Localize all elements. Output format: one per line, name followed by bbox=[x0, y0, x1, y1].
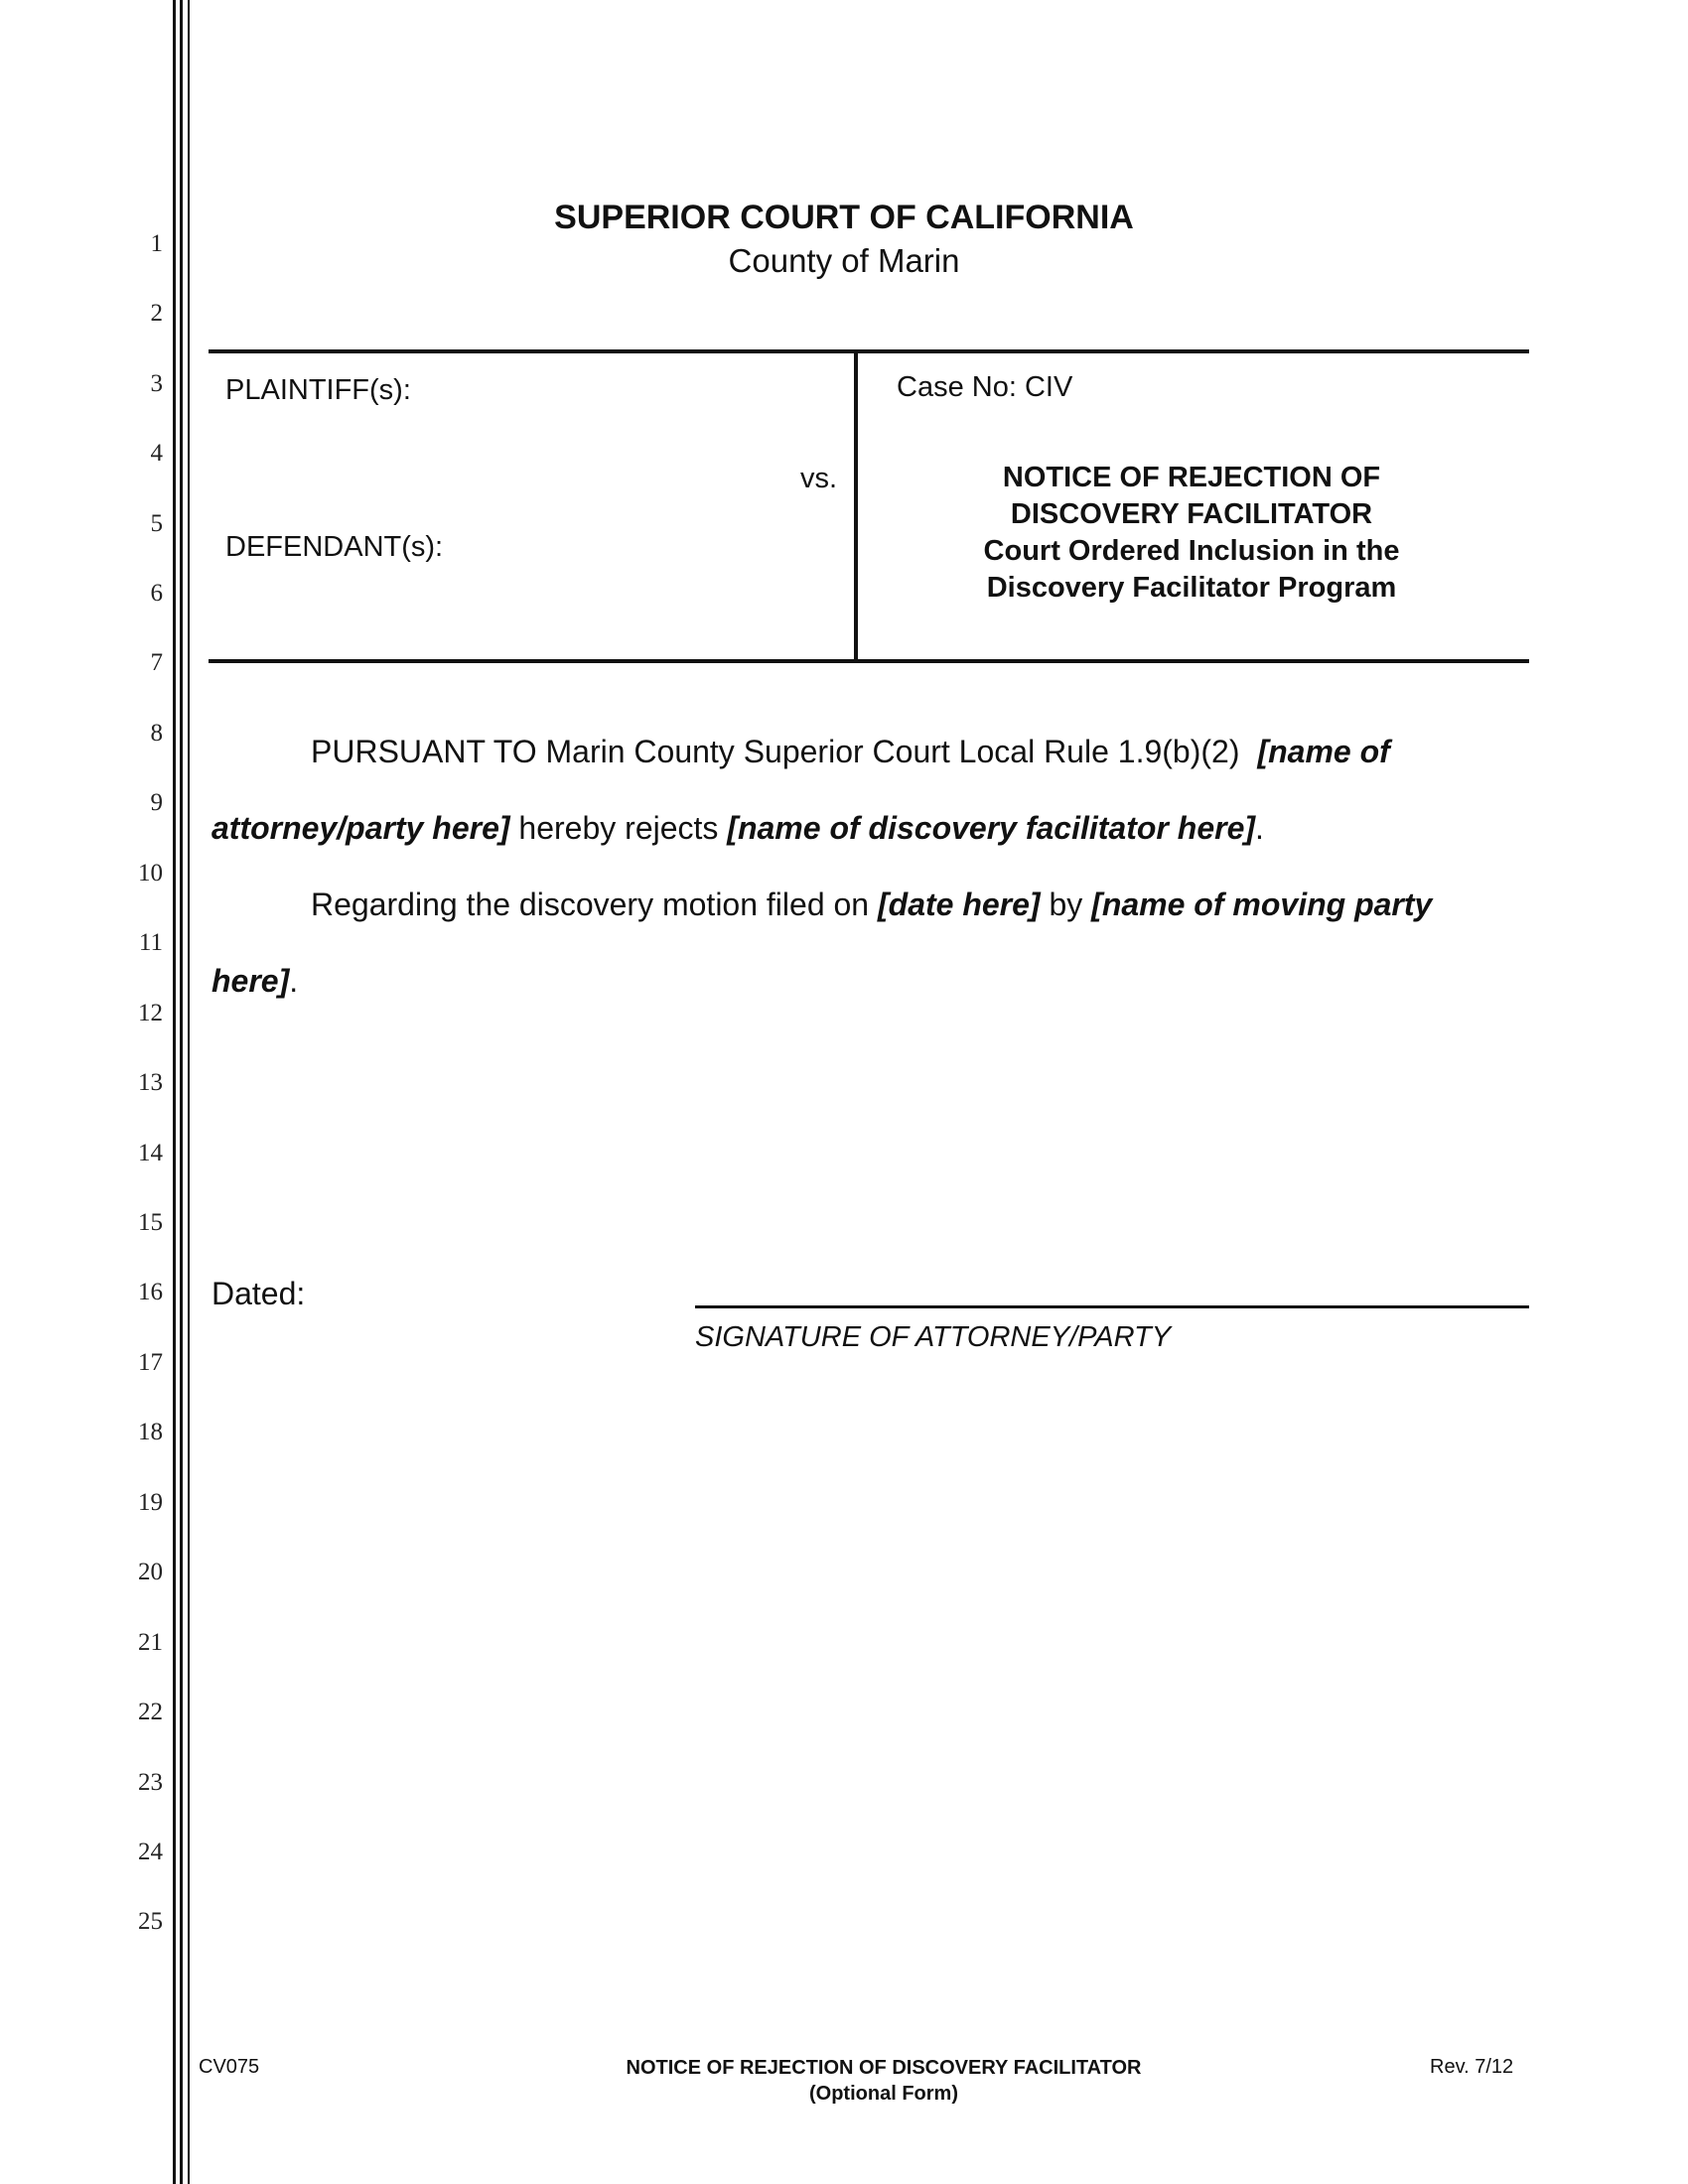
line-number: 18 bbox=[138, 1419, 163, 1445]
line-number: 2 bbox=[150, 300, 163, 327]
by-text: by bbox=[1040, 887, 1092, 922]
footer-title: NOTICE OF REJECTION OF DISCOVERY FACILITATOR bbox=[626, 2057, 1142, 2079]
plaintiff-label: PLAINTIFF(s): bbox=[225, 374, 411, 406]
line-number: 14 bbox=[138, 1140, 163, 1166]
line-number: 22 bbox=[138, 1699, 163, 1725]
line-number: 13 bbox=[138, 1069, 163, 1096]
discovery-motion-text: Regarding the discovery motion filed on bbox=[311, 887, 878, 922]
margin-rule-inner-left bbox=[180, 0, 183, 2184]
caption-bottom-rule bbox=[209, 659, 1529, 663]
line-number: 20 bbox=[138, 1559, 163, 1585]
attorney-party-field: [name of bbox=[1257, 734, 1390, 769]
defendant-label: DEFENDANT(s): bbox=[225, 531, 444, 563]
notice-subtitle-line-1: Court Ordered Inclusion in the bbox=[983, 535, 1400, 567]
footer-subtitle: (Optional Form) bbox=[809, 2083, 958, 2105]
footer-title-block bbox=[526, 2055, 1241, 2107]
line-number: 6 bbox=[150, 580, 163, 607]
line-number: 15 bbox=[138, 1209, 163, 1236]
line-number: 17 bbox=[138, 1349, 163, 1376]
date-field: [date here] bbox=[877, 887, 1041, 922]
county-name: County of Marin bbox=[728, 242, 960, 279]
period: . bbox=[1255, 810, 1264, 846]
paragraph-1-line-1 bbox=[311, 734, 1390, 770]
line-number: 3 bbox=[150, 370, 163, 397]
notice-title-line-2: DISCOVERY FACILITATOR bbox=[1010, 498, 1373, 530]
period: . bbox=[289, 963, 299, 999]
attorney-party-field-continued: attorney/party here] bbox=[211, 810, 510, 846]
caption-divider bbox=[854, 349, 858, 661]
line-number: 11 bbox=[138, 929, 163, 956]
rejects-text: hereby rejects bbox=[509, 810, 728, 846]
line-number: 1 bbox=[150, 230, 163, 257]
line-number: 8 bbox=[150, 720, 163, 747]
revision-date: Rev. 7/12 bbox=[1430, 2056, 1514, 2078]
case-number-label: Case No: CIV bbox=[897, 371, 1073, 403]
caption-top-rule bbox=[209, 349, 1529, 353]
margin-rule-right bbox=[188, 0, 190, 2184]
rule-citation-text: PURSUANT TO Marin County Superior Court Local Rule 1.9(b)(2) bbox=[311, 734, 1240, 769]
paragraph-2-line-1 bbox=[311, 887, 1432, 923]
notice-title-line-1: NOTICE OF REJECTION OF bbox=[1002, 462, 1381, 493]
paragraph-2-line-2 bbox=[211, 963, 298, 1000]
line-number: 7 bbox=[150, 649, 163, 676]
line-number: 23 bbox=[138, 1769, 163, 1796]
line-number: 10 bbox=[138, 860, 163, 887]
vs-label: vs. bbox=[800, 463, 838, 494]
line-number: 24 bbox=[138, 1839, 163, 1865]
line-number: 19 bbox=[138, 1489, 163, 1516]
moving-party-field: [name of moving party bbox=[1091, 887, 1433, 922]
line-number: 21 bbox=[138, 1629, 163, 1656]
notice-subtitle-line-2: Discovery Facilitator Program bbox=[986, 572, 1397, 604]
line-number: 25 bbox=[138, 1908, 163, 1935]
form-code: CV075 bbox=[199, 2056, 260, 2078]
signature-label: SIGNATURE OF ATTORNEY/PARTY bbox=[695, 1321, 1172, 1353]
line-number: 4 bbox=[150, 440, 163, 467]
margin-rule-outer-left bbox=[173, 0, 176, 2184]
paragraph-1-line-2 bbox=[211, 810, 1264, 847]
discovery-facilitator-field: [name of discovery facilitator here] bbox=[727, 810, 1256, 846]
line-number: 12 bbox=[138, 1000, 163, 1026]
line-number: 5 bbox=[150, 510, 163, 537]
court-name: SUPERIOR COURT OF CALIFORNIA bbox=[554, 199, 1134, 236]
line-number: 9 bbox=[150, 789, 163, 816]
dated-label: Dated: bbox=[211, 1276, 306, 1311]
notice-title-block bbox=[874, 460, 1509, 607]
signature-line bbox=[695, 1305, 1529, 1308]
moving-party-field-continued: here] bbox=[211, 963, 290, 999]
line-number: 16 bbox=[138, 1279, 163, 1305]
